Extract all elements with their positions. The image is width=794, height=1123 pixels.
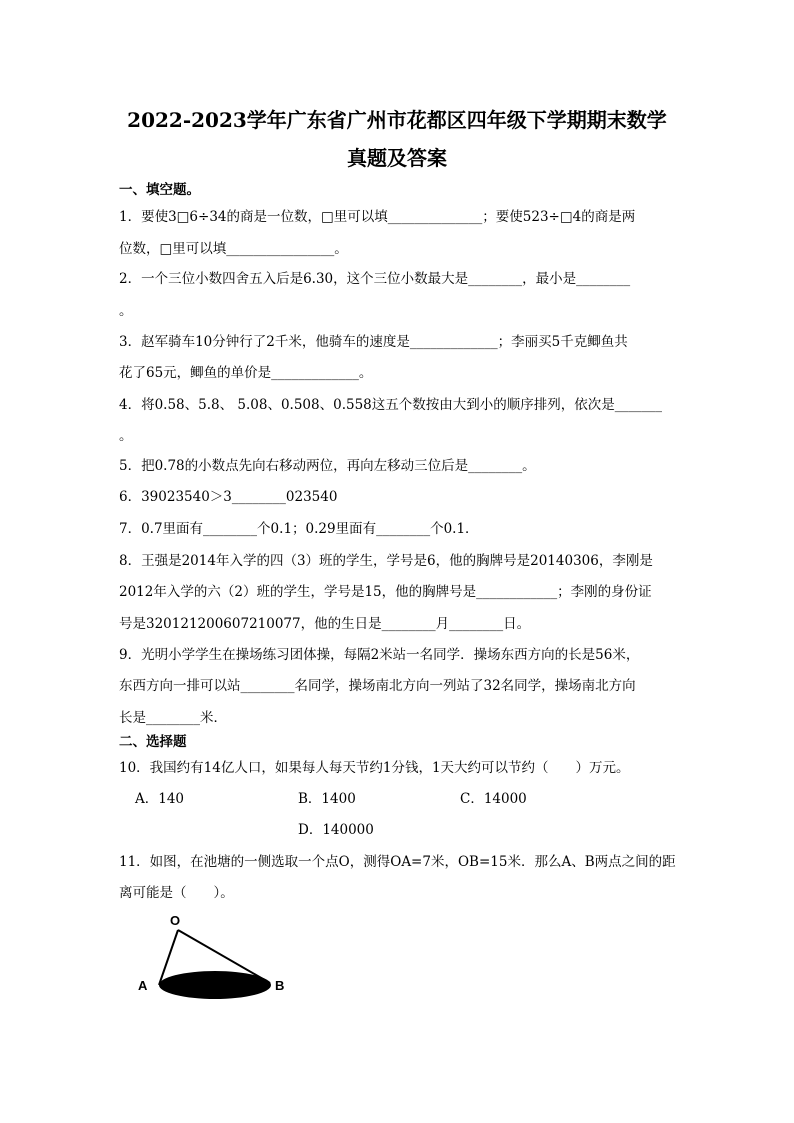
question-10-option-c: C．14000 — [460, 791, 527, 807]
question-9-line-b: 东西方向一排可以站________名同学，操场南北方向一列站了32名同学，操场南北方向 — [119, 678, 636, 694]
question-3-line-b: 花了65元，鲫鱼的单价是_____________。 — [119, 365, 373, 381]
pond-diagram — [130, 905, 300, 1005]
question-1-line-a: 1．要使3□6÷34的商是一位数，□里可以填______________；要使523÷□4的商是两 — [119, 209, 636, 225]
question-11-line-a: 11．如图，在池塘的一侧选取一个点O，测得OA=7米，OB=15米．那么A、B两点之间的距 — [119, 854, 676, 870]
point-o-label: O — [170, 913, 181, 928]
section-heading-multiple-choice: 二、选择题 — [119, 734, 187, 750]
question-9-line-a: 9．光明小学学生在操场练习团体操，每隔2米站一名同学．操场东西方向的长是56米， — [119, 647, 640, 663]
question-6: 6．39023540＞3________023540 — [119, 489, 338, 505]
question-10-stem: 10．我国约有14亿人口，如果每人每天节约1分钱，1天大约可以节约（ ）万元。 — [119, 760, 630, 776]
question-7: 7．0.7里面有________个0.1；0.29里面有________个0.1． — [119, 521, 479, 537]
question-4-line-a: 4．将0.58、5.8、 5.08、0.508、0.558这五个数按由大到小的顺序排列，依次是_______ — [119, 397, 663, 413]
question-9-line-c: 长是________米． — [119, 710, 227, 726]
page-title-line1: 2022-2023学年广东省广州市花都区四年级下学期期末数学 — [127, 108, 667, 132]
question-8-line-a: 8．王强是2014年入学的四（3）班的学生，学号是6，他的胸牌号是20140306，李刚是 — [119, 553, 653, 569]
question-2-line-a: 2．一个三位小数四舍五入后是6.30，这个三位小数最大是________，最小是________ — [119, 271, 631, 287]
point-a-label: A — [138, 978, 148, 993]
question-8-line-c: 号是320121200607210077，他的生日是________月________日。 — [119, 616, 531, 632]
question-3-line-a: 3．赵军骑车10分钟行了2千米，他骑车的速度是_____________；李丽买5千克鲫鱼共 — [119, 334, 628, 350]
question-1-line-b: 位数，□里可以填________________。 — [119, 241, 348, 257]
point-b-label: B — [275, 978, 285, 993]
question-11-line-b: 离可能是（ ）。 — [119, 885, 234, 901]
question-4-line-b: 。 — [119, 428, 133, 444]
question-8-line-b: 2012年入学的六（2）班的学生，学号是15，他的胸牌号是____________；李刚的身份证 — [119, 584, 652, 600]
question-10-option-b: B．1400 — [298, 791, 356, 807]
question-5: 5．把0.78的小数点先向右移动两位，再向左移动三位后是________。 — [119, 458, 536, 474]
pond-shape — [159, 971, 271, 999]
question-10-option-d: D．140000 — [298, 822, 374, 838]
question-2-line-b: 。 — [119, 303, 133, 319]
section-heading-fill-blank: 一、填空题。 — [119, 182, 200, 198]
page-title-line2: 真题及答案 — [347, 146, 447, 170]
question-10-option-a: A．140 — [135, 791, 185, 807]
